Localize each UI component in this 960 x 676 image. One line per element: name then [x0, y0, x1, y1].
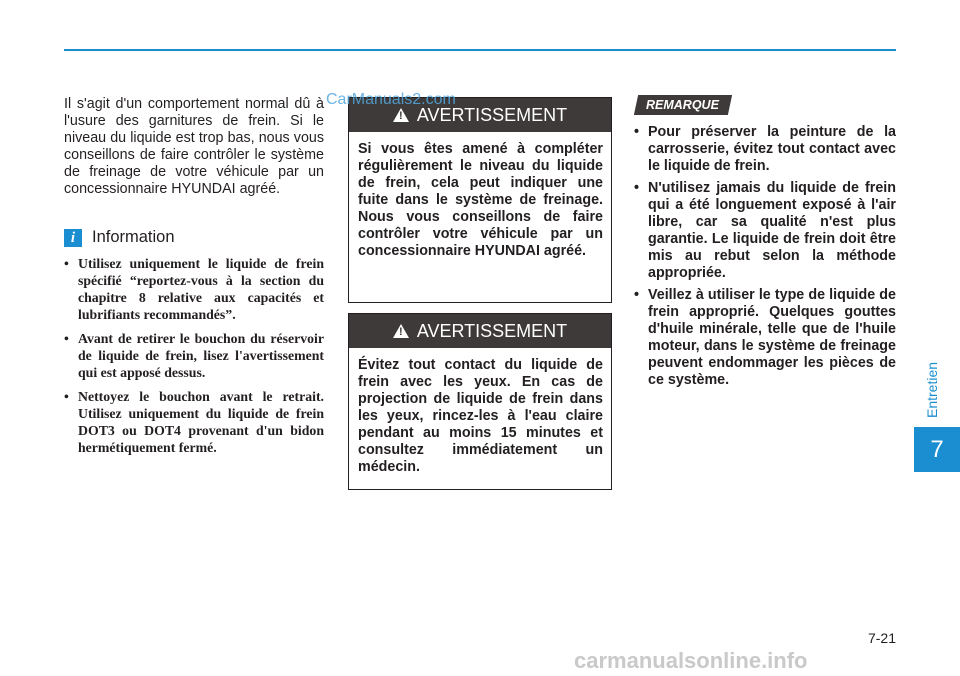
column-right [632, 95, 896, 394]
information-item: • Avant de retirer le bouchon du réservoir de liquide de frein, lisez l'avertissement qui est apposé dessus. [64, 330, 324, 381]
note-item: • Veillez à utiliser le type de liquide de frein approprié. Quelques gouttes d'huile minérale, telle que de l'huile moteur, dans le système de freinage peuvent endommager les pièces de ce système. [632, 287, 896, 389]
header-rule [64, 49, 896, 51]
warning-box-2 [348, 313, 612, 490]
watermark-top: CarManuals2.com [326, 91, 456, 108]
note-badge-label: REMARQUE [646, 98, 719, 112]
warning-text: Évitez tout contact du liquide de frein avec les yeux. En cas de projection de liquide de frein dans les yeux, rincez-les à l'eau claire pendant au moins 15 minutes et consultez immédiatement un médecin. [358, 357, 603, 475]
watermark-bottom: carmanualsonline.info [574, 648, 808, 673]
warning-triangle-icon: ! [393, 324, 409, 338]
warning-title: AVERTISSEMENT [416, 320, 568, 341]
chapter-side-label [920, 355, 944, 425]
note-list [632, 124, 896, 389]
information-title: Information [92, 228, 175, 246]
note-item: • N'utilisez jamais du liquide de frein qui a été longuement exposé à l'air libre, car sa qualité n'est plus garantie. Le liquide de frein doit être mis au rebut selon la méthode appropriée. [632, 180, 896, 282]
info-icon: i [64, 229, 82, 247]
warning-triangle-icon: ! [393, 108, 409, 122]
information-item: • Nettoyez le bouchon avant le retrait. Utilisez uniquement du liquide de frein DOT3 ou DOT4 provenant d'un bidon hermétiquement fermé. [64, 388, 324, 456]
page-number: 7-21 [867, 630, 896, 646]
note-item: • Pour préserver la peinture de la carrosserie, évitez tout contact avec le liquide de frein. [632, 124, 896, 175]
chapter-tab: 7 [914, 427, 960, 472]
column-left [64, 96, 324, 463]
intro-paragraph: Il s'agit d'un comportement normal dû à l'usure des garnitures de frein. Si le niveau du liquide est trop bas, nous vous conseillons de faire contrôler le système de freinage de votre véhicule par un concessionnaire HYUNDAI agréé. [64, 96, 324, 197]
information-list [64, 255, 324, 456]
warning-header [349, 314, 611, 348]
warning-text: Si vous êtes amené à compléter régulièrement le niveau du liquide de frein, cela peut indiquer une fuite dans le système de freinage. Nous vous conseillons de faire contrôler votre véhicule par un concessionnaire HYUNDAI agréé. [358, 141, 603, 259]
warning-box-1 [348, 97, 612, 303]
chapter-title: Entretien [924, 361, 941, 419]
warning-title: AVERTISSEMENT [416, 104, 568, 125]
note-badge [634, 95, 732, 115]
information-item: • Utilisez uniquement le liquide de frein spécifié “reportez-vous à la section du chapitre 8 relative aux capacités et lubrifiants recommandés”. [64, 255, 324, 323]
information-heading [64, 228, 324, 247]
